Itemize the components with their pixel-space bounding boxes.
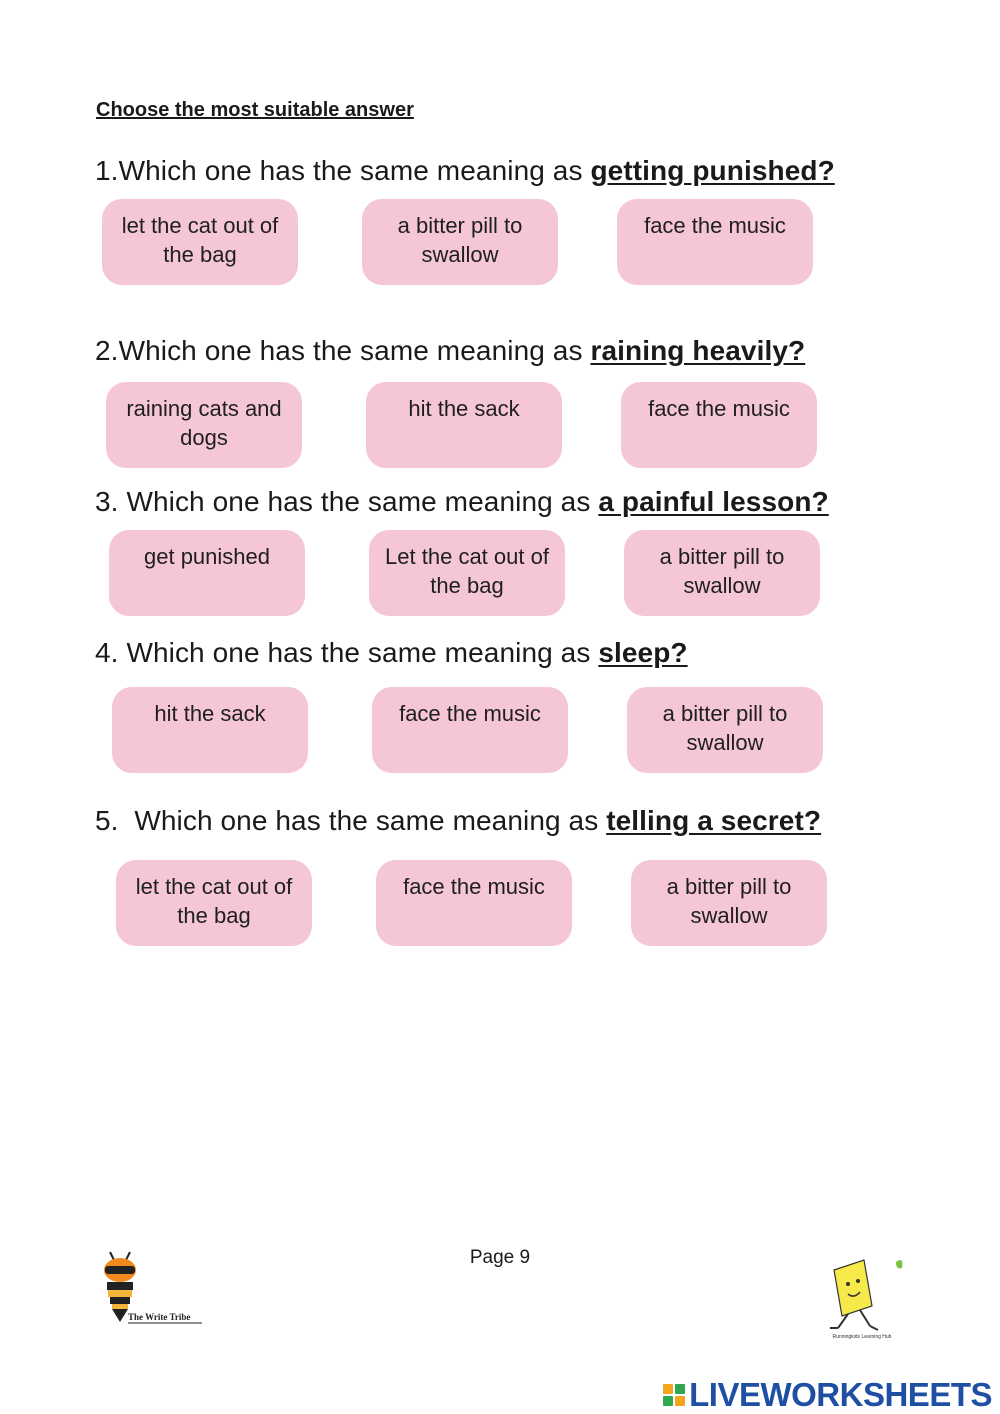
bee-antenna-left: [110, 1252, 114, 1260]
question-target: raining heavily?: [590, 335, 806, 366]
question-4: [95, 637, 688, 669]
learning-hub-logo-text: Runningkids Learning Hub: [832, 1334, 892, 1340]
write-tribe-logo: [98, 1250, 208, 1330]
question-number: 3.: [95, 486, 119, 517]
leaf-icon: [896, 1260, 902, 1268]
question-number: 2.: [95, 335, 119, 366]
question-stem: Which one has the same meaning as: [118, 486, 599, 517]
bee-stripe: [108, 1290, 132, 1297]
write-tribe-logo-text: The Write Tribe: [128, 1312, 191, 1322]
q1-option-2[interactable]: a bitter pill to swallow: [362, 199, 558, 285]
question-number: 5.: [95, 805, 119, 836]
question-stem: Which one has the same meaning as: [118, 335, 591, 366]
q1-option-3[interactable]: face the music: [617, 199, 813, 285]
question-number: 1.: [95, 155, 119, 186]
q2-option-2[interactable]: hit the sack: [366, 382, 562, 468]
question-stem: Which one has the same meaning as: [118, 805, 607, 836]
page-number: Page 9: [469, 1247, 531, 1268]
q4-option-2[interactable]: face the music: [372, 687, 568, 773]
question-target: getting punished?: [590, 155, 835, 186]
instruction-heading: Choose the most suitable answer: [96, 99, 414, 121]
q3-option-2[interactable]: Let the cat out of the bag: [369, 530, 565, 616]
bee-stripe: [107, 1282, 133, 1290]
question-target: sleep?: [598, 637, 688, 668]
question-2: [95, 335, 805, 367]
bee-stripe: [110, 1297, 130, 1304]
q5-option-1[interactable]: let the cat out of the bag: [116, 860, 312, 946]
question-number: 4.: [95, 637, 119, 668]
q2-option-1[interactable]: raining cats and dogs: [106, 382, 302, 468]
book-icon: [834, 1260, 872, 1316]
q5-option-2[interactable]: face the music: [376, 860, 572, 946]
question-stem: Which one has the same meaning as: [118, 637, 599, 668]
question-5: [95, 805, 821, 837]
bee-stripe: [112, 1304, 128, 1309]
q4-option-3[interactable]: a bitter pill to swallow: [627, 687, 823, 773]
liveworksheets-text: LIVEWORKSHEETS: [689, 1376, 992, 1413]
bee-goggles: [105, 1266, 135, 1274]
question-3: [95, 486, 829, 518]
question-1: [95, 155, 835, 187]
q4-option-1[interactable]: hit the sack: [112, 687, 308, 773]
learning-hub-logo: [812, 1244, 912, 1344]
liveworksheets-icon: [663, 1384, 685, 1406]
q2-option-3[interactable]: face the music: [621, 382, 817, 468]
question-target: telling a secret?: [606, 805, 822, 836]
liveworksheets-brand[interactable]: [663, 1376, 992, 1414]
question-stem: Which one has the same meaning as: [118, 155, 591, 186]
q3-option-1[interactable]: get punished: [109, 530, 305, 616]
q5-option-3[interactable]: a bitter pill to swallow: [631, 860, 827, 946]
bee-stinger: [112, 1309, 128, 1322]
bee-antenna-right: [126, 1252, 130, 1260]
question-target: a painful lesson?: [598, 486, 829, 517]
q3-option-3[interactable]: a bitter pill to swallow: [624, 530, 820, 616]
q1-option-1[interactable]: let the cat out of the bag: [102, 199, 298, 285]
